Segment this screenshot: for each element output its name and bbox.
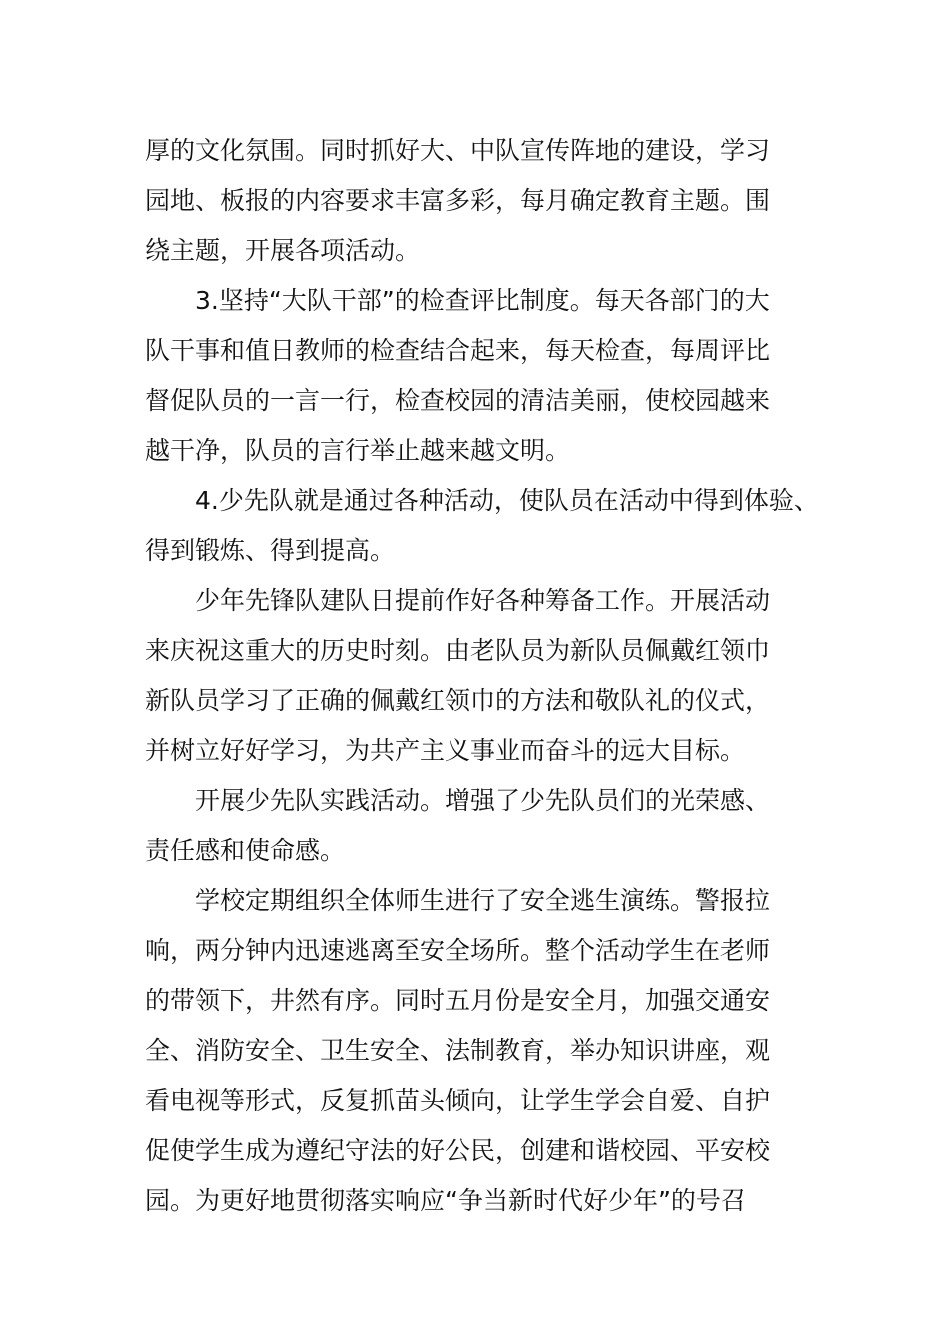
text-line: 责任感和使命感。	[145, 836, 346, 865]
document-body	[145, 126, 825, 1226]
text-line: 并树立好好学习，为共产主义事业而奋斗的远大目标。	[145, 736, 746, 765]
text-line: 队干事和值日教师的检查结合起来，每天检查，每周评比	[145, 336, 771, 365]
text-line: 新队员学习了正确的佩戴红领巾的方法和敬队礼的仪式，	[145, 686, 771, 715]
paragraph-start-line: 4.少先队就是通过各种活动，使队员在活动中得到体验、	[195, 486, 819, 515]
text-line: 全、消防安全、卫生安全、法制教育，举办知识讲座，观	[145, 1036, 771, 1065]
text-line: 来庆祝这重大的历史时刻。由老队员为新队员佩戴红领巾	[145, 636, 771, 665]
text-line: 促使学生成为遵纪守法的好公民，创建和谐校园、平安校	[145, 1136, 771, 1165]
text-line: 园地、板报的内容要求丰富多彩，每月确定教育主题。围	[145, 186, 771, 215]
text-line: 园。为更好地贯彻落实响应“争当新时代好少年”的号召	[145, 1186, 746, 1215]
paragraph-start-line: 开展少先队实践活动。增强了少先队员们的光荣感、	[195, 786, 771, 815]
text-line: 响，两分钟内迅速逃离至安全场所。整个活动学生在老师	[145, 936, 771, 965]
text-line: 看电视等形式，反复抓苗头倾向，让学生学会自爱、自护	[145, 1086, 771, 1115]
text-line: 越干净，队员的言行举止越来越文明。	[145, 436, 571, 465]
text-line: 得到锻炼、得到提高。	[145, 536, 396, 565]
text-line: 的带领下，井然有序。同时五月份是安全月，加强交通安	[145, 986, 771, 1015]
text-line: 督促队员的一言一行，检查校园的清洁美丽，使校园越来	[145, 386, 771, 415]
paragraph-start-line: 少年先锋队建队日提前作好各种筹备工作。开展活动	[195, 586, 771, 615]
paragraph-start-line: 学校定期组织全体师生进行了安全逃生演练。警报拉	[195, 886, 771, 915]
text-line: 厚的文化氛围。同时抓好大、中队宣传阵地的建设，学习	[145, 136, 771, 165]
paragraph-start-line: 3.坚持“大队干部”的检查评比制度。每天各部门的大	[195, 286, 770, 315]
text-line: 绕主题，开展各项活动。	[145, 236, 421, 265]
